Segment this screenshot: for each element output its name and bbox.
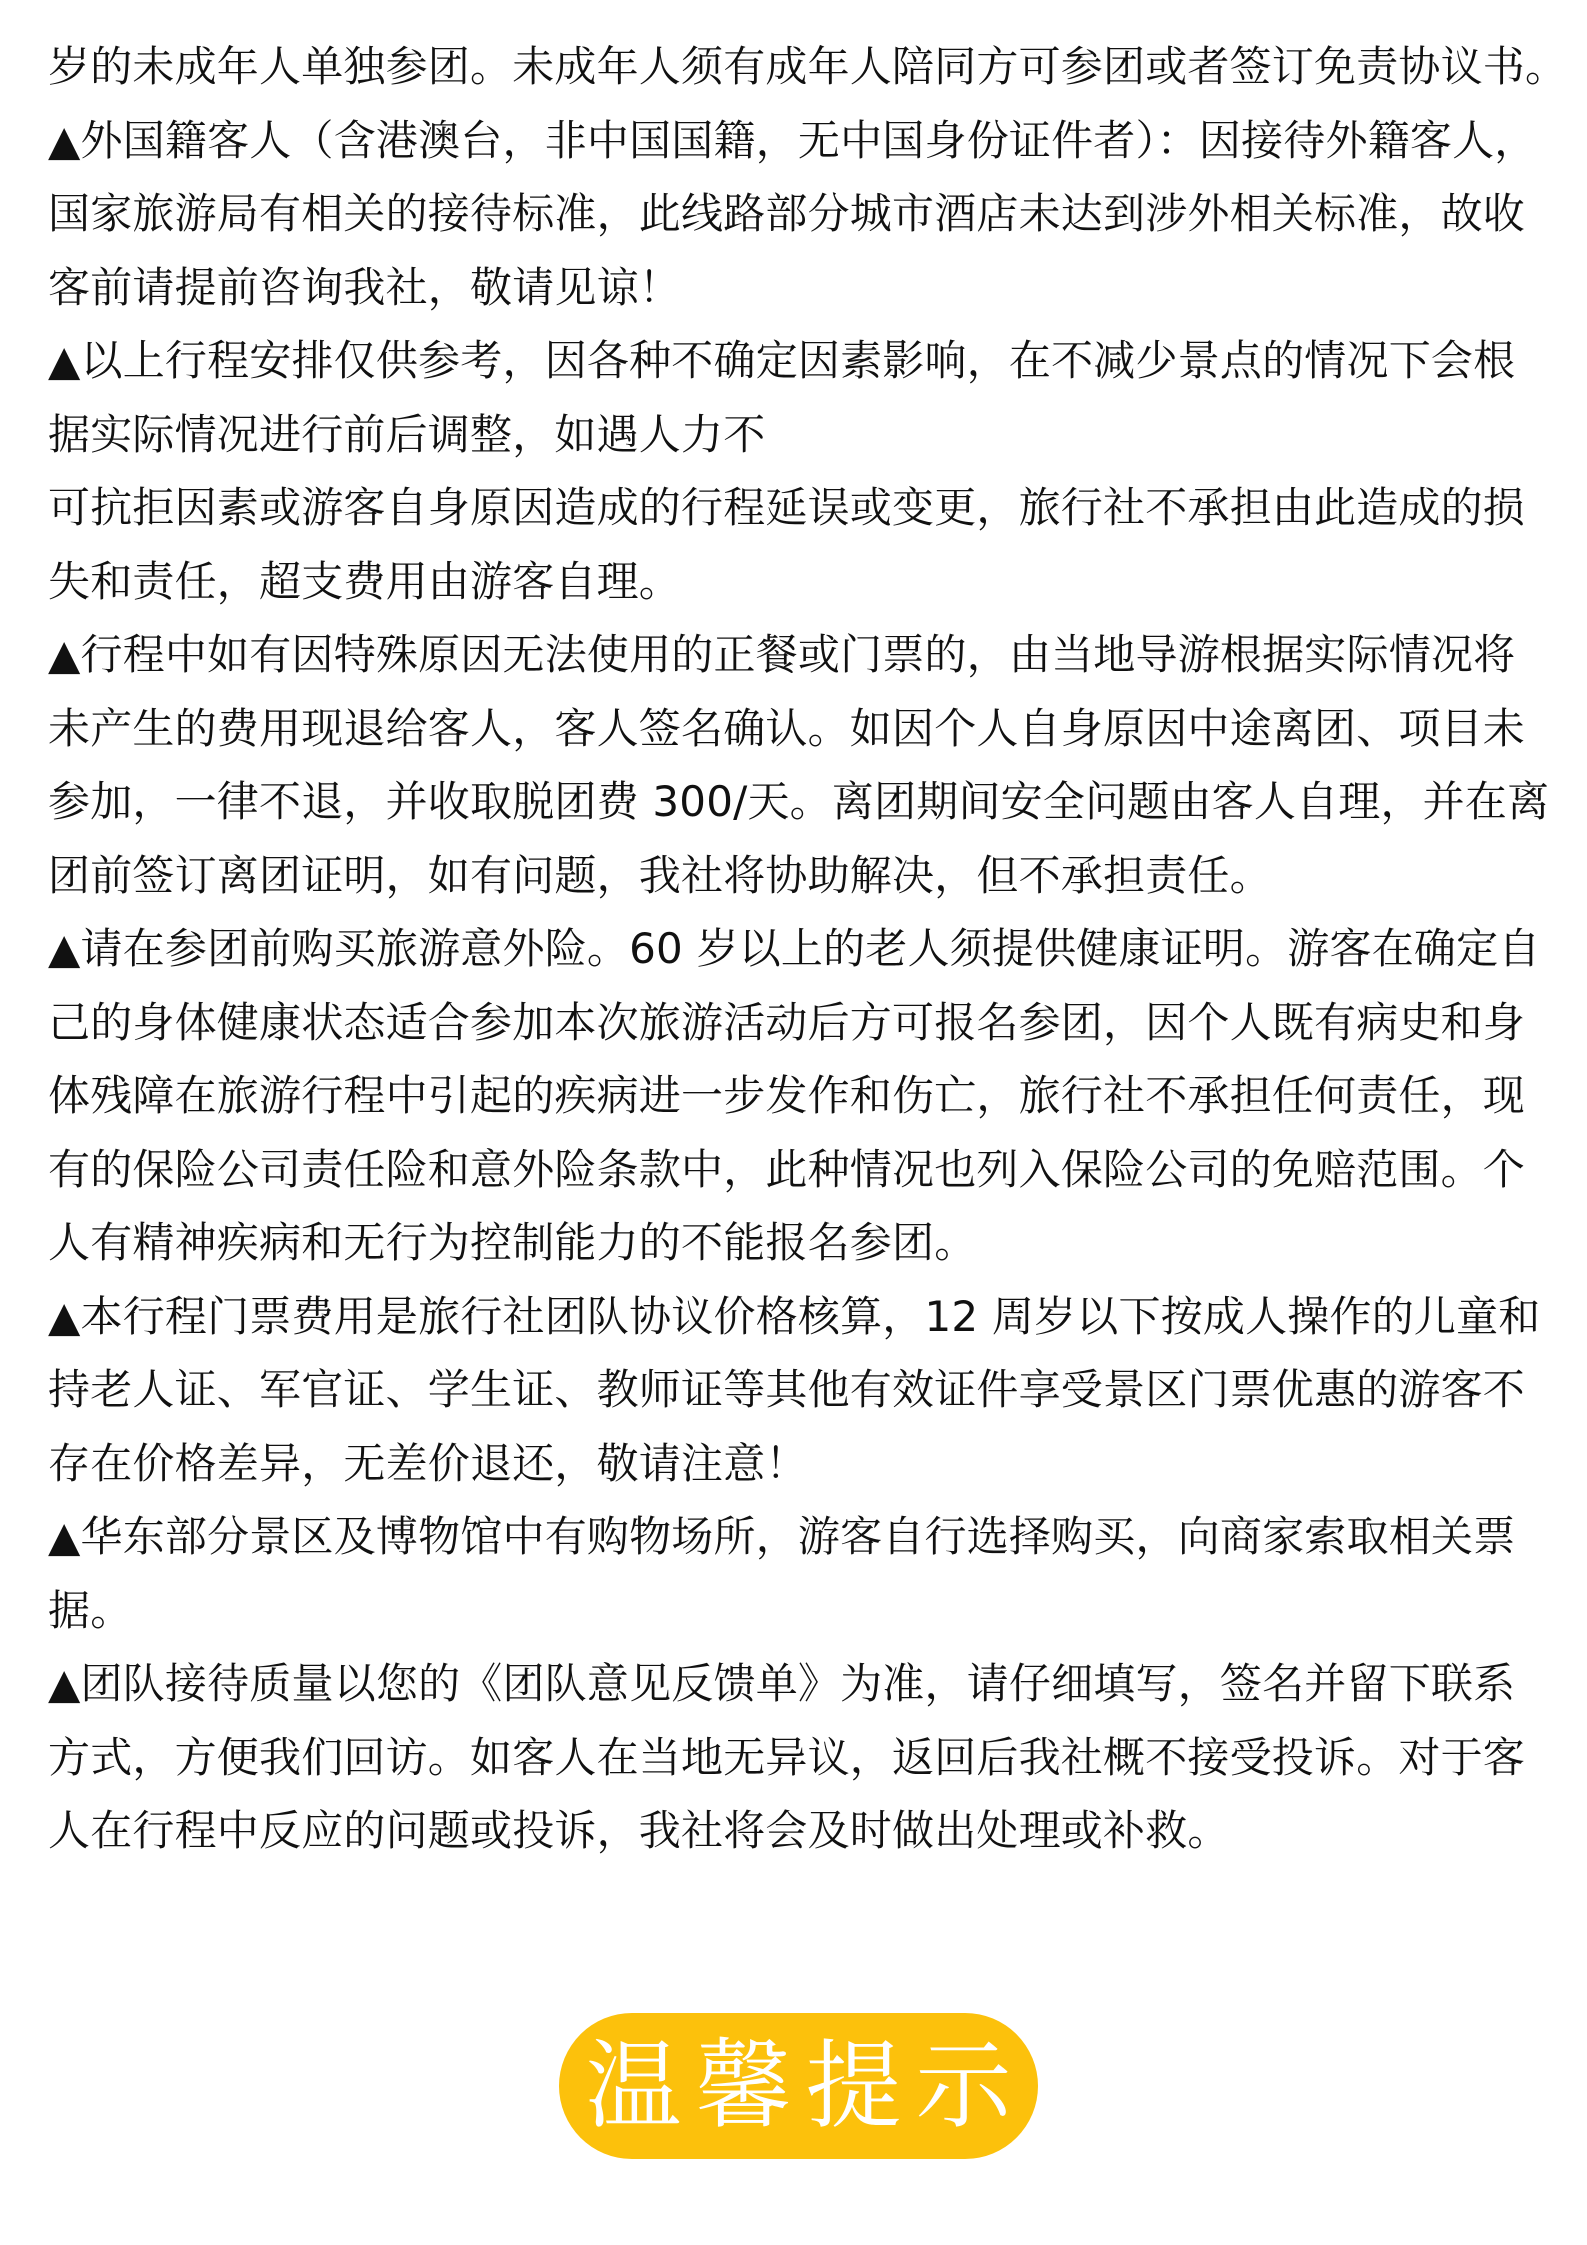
notes-line: 客前请提前咨询我社，敬请见谅！	[48, 262, 682, 312]
notes-line: 可抗拒因素或游客自身原因造成的行程延误或变更，旅行社不承担由此造成的损	[48, 483, 1526, 532]
notes-line: 人有精神疾病和无行为控制能力的不能报名参团。	[48, 1218, 977, 1267]
notes-line: ▲以上行程安排仅供参考，因各种不确定因素影响，在不减少景点的情况下会根	[48, 336, 1516, 385]
notes-line: ▲外国籍客人（含港澳台，非中国国籍，无中国身份证件者）：因接待外籍客人，	[48, 115, 1537, 165]
notes-line: 有的保险公司责任险和意外险条款中，此种情况也列入保险公司的免赔范围。个	[48, 1144, 1526, 1194]
notes-line: ▲华东部分景区及博物馆中有购物场所，游客自行选择购买，向商家索取相关票	[48, 1512, 1516, 1561]
notes-line: 未产生的费用现退给客人，客人签名确认。如因个人自身原因中途离团、项目未	[48, 703, 1526, 753]
notes-line: 人在行程中反应的问题或投诉，我社将会及时做出处理或补救。	[48, 1806, 1230, 1855]
notes-line: ▲团队接待质量以您的《团队意见反馈单》为准，请仔细填写，签名并留下联系	[48, 1659, 1516, 1708]
notes-line: 方式，方便我们回访。如客人在当地无异议，返回后我社概不接受投诉。对于客	[48, 1732, 1526, 1782]
notes-line: 存在价格差异，无差价退还，敬请注意！	[48, 1438, 808, 1488]
notes-line: ▲行程中如有因特殊原因无法使用的正餐或门票的，由当地导游根据实际情况将	[48, 630, 1516, 679]
notes-line: 据。	[48, 1585, 133, 1635]
notes-line: 持老人证、军官证、学生证、教师证等其他有效证件享受景区门票优惠的游客不	[48, 1365, 1526, 1414]
notes-line: 据实际情况进行前后调整，如遇人力不	[48, 409, 766, 459]
notes-line: ▲本行程门票费用是旅行社团队协议价格核算，12 周岁以下按成人操作的儿童和	[48, 1291, 1541, 1341]
notes-line: 团前签订离团证明，如有问题，我社将协助解决，但不承担责任。	[48, 850, 1272, 900]
notes-body	[48, 30, 1568, 1868]
notes-line: ▲请在参团前购买旅游意外险。60 岁以上的老人须提供健康证明。游客在确定自	[48, 924, 1541, 973]
notes-line: 参加，一律不退，并收取脱团费 300/天。离团期间安全问题由客人自理，并在离	[48, 777, 1550, 826]
notes-line: 国家旅游局有相关的接待标准，此线路部分城市酒店未达到涉外相关标准，故收	[48, 189, 1526, 238]
notes-line: 岁的未成年人单独参团。未成年人须有成年人陪同方可参团或者签订免责协议书。	[48, 42, 1568, 91]
notes-line: 失和责任，超支费用由游客自理。	[48, 556, 682, 606]
warm-tips-label: 温馨提示	[585, 2030, 1026, 2142]
notes-line: 己的身体健康状态适合参加本次旅游活动后方可报名参团，因个人既有病史和身	[48, 997, 1526, 1047]
warm-tips-badge	[559, 2013, 1038, 2159]
notes-line: 体残障在旅游行程中引起的疾病进一步发作和伤亡，旅行社不承担任何责任，现	[48, 1071, 1526, 1120]
